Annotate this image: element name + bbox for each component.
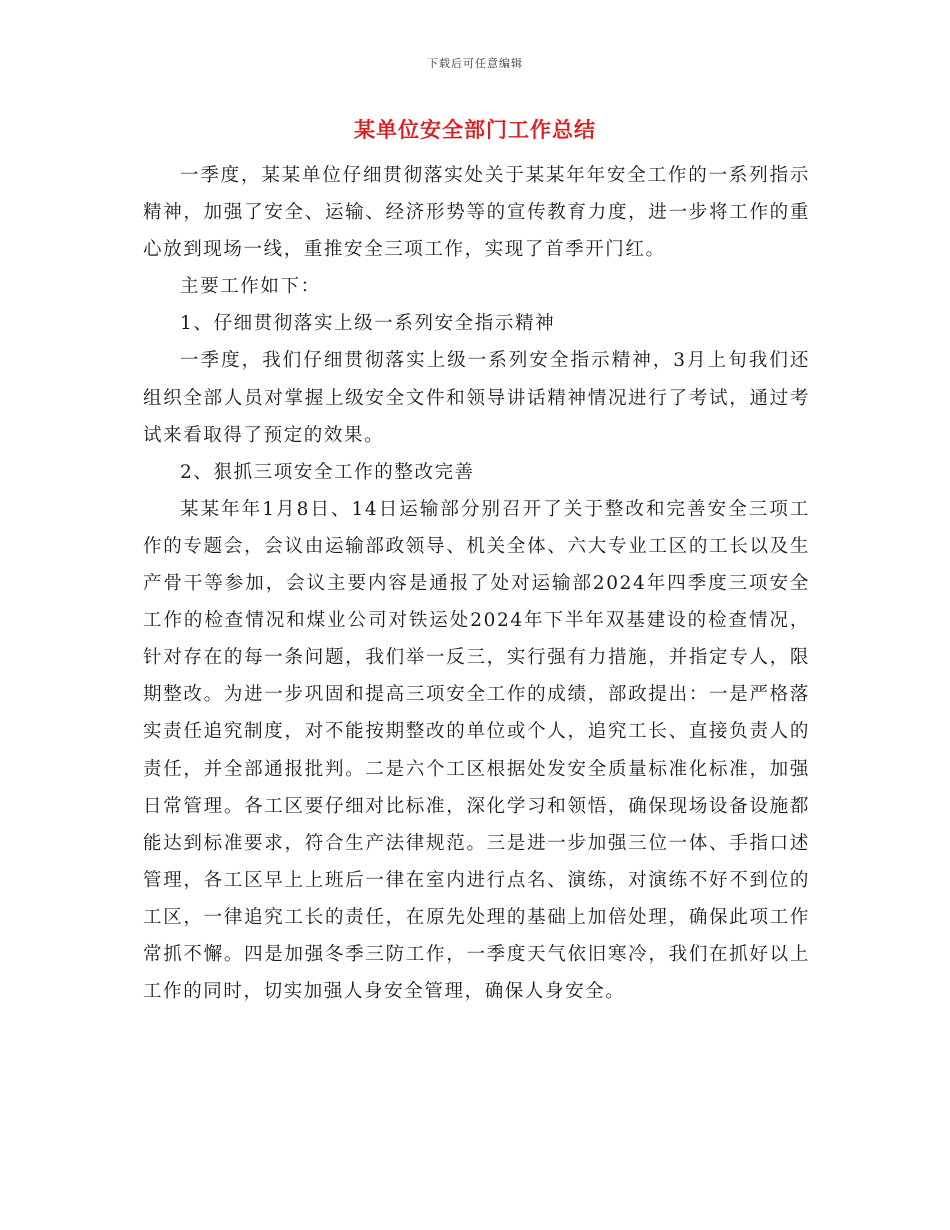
paragraph-section-1: 一季度，我们仔细贯彻落实上级一系列安全指示精神，3月上旬我们还组织全部人员对掌握上级安全文件和领导讲话精神情况进行了考试，通过考试来看取得了预定的效果。 xyxy=(143,350,810,446)
header-note: 下载后可任意编辑 xyxy=(427,57,523,70)
document-title: 某单位安全部门工作总结 xyxy=(354,117,596,142)
paragraph-intro: 一季度，某某单位仔细贯彻落实处关于某某年年安全工作的一系列指示精神，加强了安全、运输、经济形势等的宣传教育力度，进一步将工作的重心放到现场一线，重推安全三项工作，实现了首季开门红。 xyxy=(143,165,810,261)
paragraph-main-work: 主要工作如下： xyxy=(180,276,321,298)
section-heading-2: 2、狠抓三项安全工作的整改完善 xyxy=(180,461,475,483)
document-body xyxy=(143,157,810,1010)
section-heading-1: 1、仔细贯彻落实上级一系列安全指示精神 xyxy=(180,313,556,335)
paragraph-section-2: 某某年年1月8日、14日运输部分别召开了关于整改和完善安全三项工作的专题会，会议由运输部政领导、机关全体、六大专业工区的工长以及生产骨干等参加，会议主要内容是通报了处对运输部2024年四季度三项安全工作的检查情况和煤业公司对铁运处2024年下半年双基建设的检查情况，针对存在的每一条问题，我们举一反三，实行强有力措施，并指定专人，限期整改。为进一步巩固和提高三项安全工作的成绩，部政提出：一是严格落实责任追究制度，对不能按期整改的单位或个人，追究工长、直接负责人的责任，并全部通报批判。二是六个工区根据处发安全质量标准化标准，加强日常管理。各工区要仔细对比标准，深化学习和领悟，确保现场设备设施都能达到标准要求，符合生产法律规范。三是进一步加强三位一体、手指口述管理，各工区早上上班后一律在室内进行点名、演练，对演练不好不到位的工区，一律追究工长的责任，在原先处理的基础上加倍处理，确保此项工作常抓不懈。四是加强冬季三防工作，一季度天气依旧寒冷，我们在抓好以上工作的同时，切实加强人身安全管理，确保人身安全。 xyxy=(143,498,810,1003)
